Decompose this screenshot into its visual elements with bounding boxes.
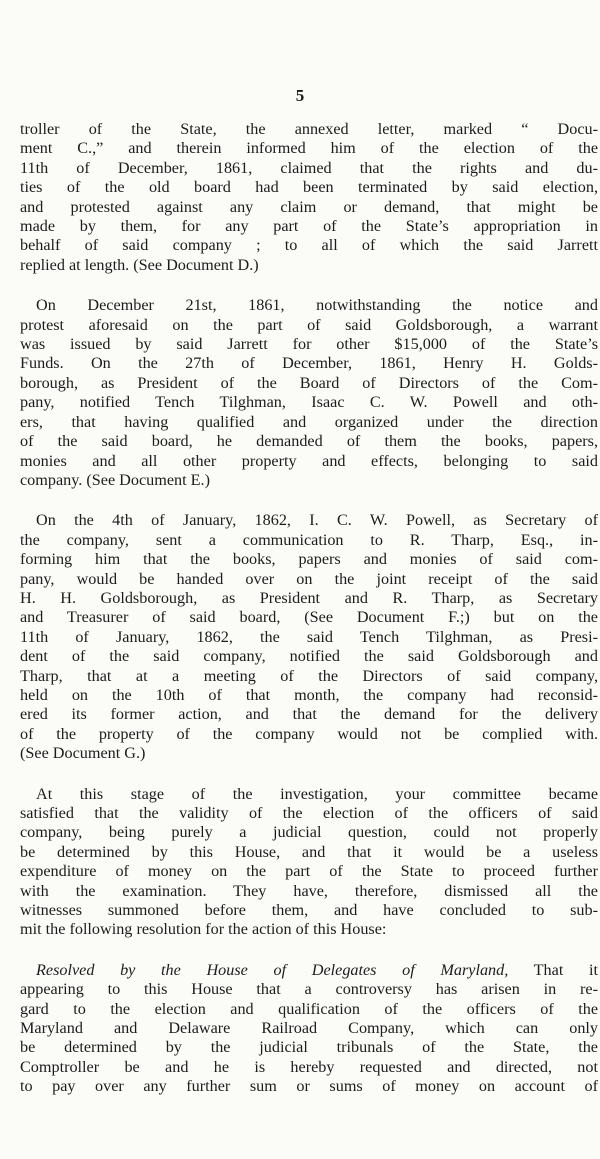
text-line: forming him that the books, papers and monies of said com- <box>20 550 598 569</box>
text-line: protest aforesaid on the part of said Goldsborough, a warrant <box>20 315 598 334</box>
text-line: and Treasurer of said board, (See Document F.;) but on the <box>20 608 598 627</box>
text-line: ties of the old board had been terminated by said election, <box>20 178 598 197</box>
text-line: behalf of said company ; to all of which the said Jarrett <box>20 236 598 255</box>
resolution-lead-line <box>20 961 598 980</box>
page-number: 5 <box>295 86 305 105</box>
resolution-paragraph <box>20 961 598 1097</box>
resolution-italic-lead: Resolved by the House of Delegates of Maryland, <box>36 960 509 979</box>
text-line: to pay over any further sum or sums of money on account of <box>20 1077 598 1096</box>
paragraph-spacer <box>20 490 598 511</box>
text-line: and protested against any claim or demand, that might be <box>20 197 598 216</box>
text-line: was issued by said Jarrett for other $15,000 of the State’s <box>20 335 598 354</box>
text-line: H. H. Goldsborough, as President and R. Tharp, as Secretary <box>20 588 598 607</box>
body-text <box>20 120 598 1097</box>
resolution-lead-rest: That it <box>508 960 598 979</box>
text-line: gard to the election and qualification of the officers of the <box>20 999 598 1018</box>
text-line: Maryland and Delaware Railroad Company, which can only <box>20 1019 598 1038</box>
text-line: Comptroller be and he is hereby requested and directed, not <box>20 1057 598 1076</box>
paragraph-3 <box>20 511 598 763</box>
text-line: made by them, for any part of the State’s appropriation in <box>20 217 598 236</box>
text-line: (See Document G.) <box>20 744 146 763</box>
paragraph-4 <box>20 785 598 940</box>
text-line: the company, sent a communication to R. Tharp, Esq., in- <box>20 530 598 549</box>
text-line: troller of the State, the annexed letter, marked “ Docu- <box>20 120 598 138</box>
text-line: pany, would be handed over on the joint receipt of the said <box>20 569 598 588</box>
text-line: expenditure of money on the part of the State to proceed further <box>20 862 598 881</box>
text-line: of the property of the company would not be complied with. <box>20 724 598 743</box>
text-line: mit the following resolution for the action of this House: <box>20 920 387 939</box>
text-line: appearing to this House that a controversy has arisen in re- <box>20 980 598 999</box>
text-line: dent of the said company, notified the said Goldsborough and <box>20 647 598 666</box>
paragraph-spacer <box>20 940 598 961</box>
text-line: company. (See Document E.) <box>20 470 210 489</box>
text-line: 11th of January, 1862, the said Tench Tilghman, as Presi- <box>20 627 598 646</box>
paragraph-2 <box>20 296 598 490</box>
text-line: On December 21st, 1861, notwithstanding the notice and <box>36 296 598 315</box>
paragraph-1 <box>20 120 598 275</box>
text-line: Funds. On the 27th of December, 1861, Henry H. Golds- <box>20 354 598 373</box>
text-line: On the 4th of January, 1862, I. C. W. Powell, as Secretary of <box>36 511 598 530</box>
text-line: pany, notified Tench Tilghman, Isaac C. W. Powell and oth- <box>20 393 598 412</box>
text-line: borough, as President of the Board of Directors of the Com- <box>20 373 598 392</box>
text-line: company, being purely a judicial question, could not properly <box>20 823 598 842</box>
text-line: ers, that having qualified and organized under the direction <box>20 412 598 431</box>
text-line: At this stage of the investigation, your committee became <box>36 784 598 803</box>
text-line: be determined by this House, and that it would be a useless <box>20 842 598 861</box>
paragraph-spacer <box>20 764 598 785</box>
text-line: ered its former action, and that the demand for the delivery <box>20 705 598 724</box>
text-line: with the examination. They have, therefore, dismissed all the <box>20 881 598 900</box>
paragraph-spacer <box>20 275 598 296</box>
text-line: witnesses summoned before them, and have concluded to sub- <box>20 901 598 920</box>
text-line: 11th of December, 1861, claimed that the rights and du- <box>20 158 598 177</box>
text-line: held on the 10th of that month, the company had reconsid- <box>20 685 598 704</box>
text-line: be determined by the judicial tribunals of the State, the <box>20 1038 598 1057</box>
text-line: of the said board, he demanded of them the books, papers, <box>20 432 598 451</box>
text-line: Tharp, that at a meeting of the Directors of said company, <box>20 666 598 685</box>
text-line: replied at length. (See Document D.) <box>20 255 259 274</box>
text-line: ment C.,” and therein informed him of the election of the <box>20 139 598 158</box>
text-line: satisfied that the validity of the election of the officers of said <box>20 804 598 822</box>
text-line: monies and all other property and effects, belonging to said <box>20 451 598 470</box>
